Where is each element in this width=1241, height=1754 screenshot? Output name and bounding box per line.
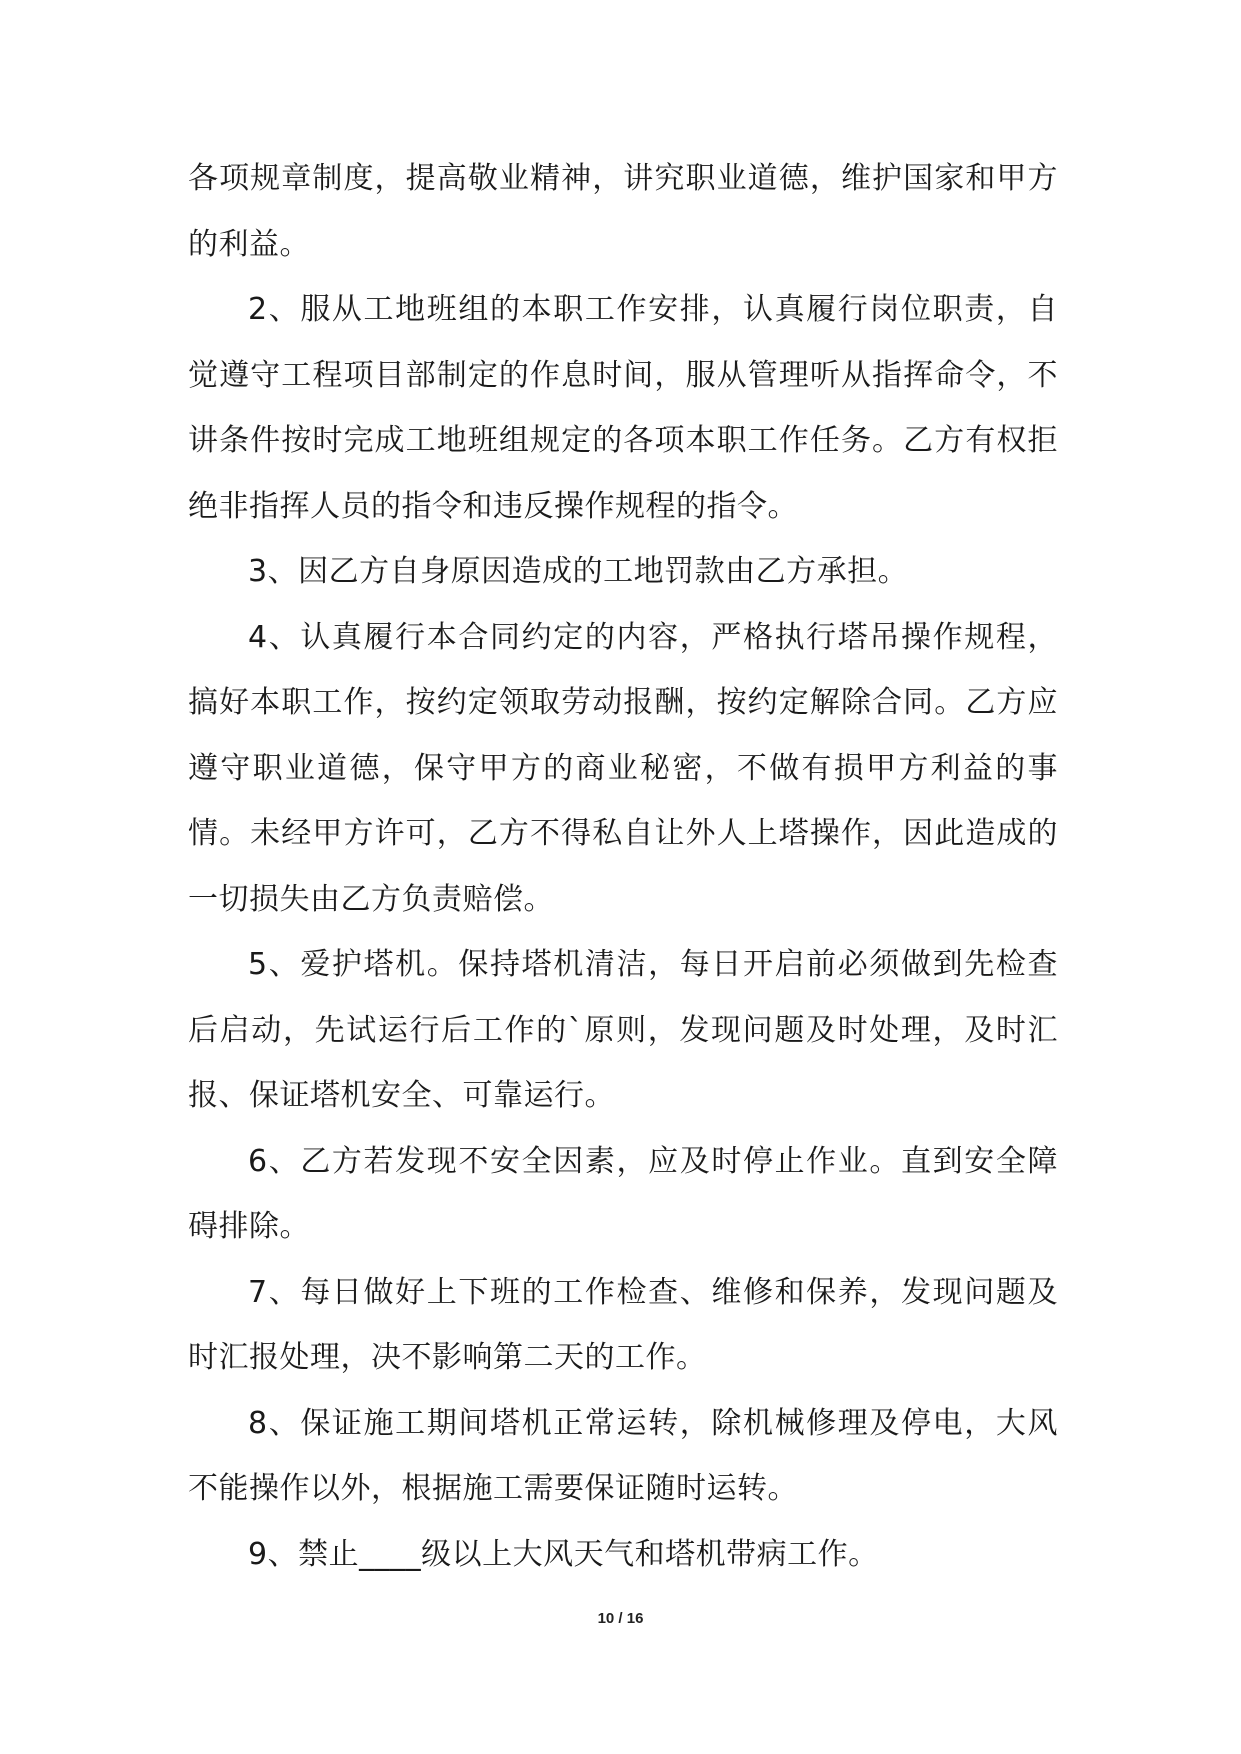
paragraph-item-3: 3、因乙方自身原因造成的工地罚款由乙方承担。 <box>248 554 909 589</box>
paragraph-item-6: 6、乙方若发现不安全因素，应及时停止作业。直到安全障碍排除。 <box>188 1143 1058 1244</box>
paragraph-item-7: 7、每日做好上下班的工作检查、维修和保养，发现问题及时汇报处理，决不影响第二天的工作。 <box>188 1274 1058 1375</box>
paragraph-item-4: 4、认真履行本合同约定的内容，严格执行塔吊操作规程，搞好本职工作，按约定领取劳动报酬，按约定解除合同。乙方应遵守职业道德，保守甲方的商业秘密，不做有损甲方利益的事情。未经甲方许可，乙方不得私自让外人上塔操作，因此造成的一切损失由乙方负责赔偿。 <box>188 619 1058 917</box>
paragraph-item-8: 8、保证施工期间塔机正常运转，除机械修理及停电，大风不能操作以外，根据施工需要保证随时运转。 <box>188 1405 1058 1506</box>
document-body <box>188 146 1058 1587</box>
paragraph-item-9: 9、禁止____级以上大风天气和塔机带病工作。 <box>248 1536 879 1572</box>
page-number: 10 / 16 <box>597 1610 644 1627</box>
paragraph-item-2: 2、服从工地班组的本职工作安排，认真履行岗位职责，自觉遵守工程项目部制定的作息时间，服从管理听从指挥命令，不讲条件按时完成工地班组规定的各项本职工作任务。乙方有权拒绝非指挥人员的指令和违反操作规程的指令。 <box>188 292 1058 524</box>
paragraph-continuation: 各项规章制度，提高敬业精神，讲究职业道德，维护国家和甲方的利益。 <box>188 161 1058 262</box>
paragraph-item-5: 5、爱护塔机。保持塔机清洁，每日开启前必须做到先检查后启动，先试运行后工作的`原则，发现问题及时处理，及时汇报、保证塔机安全、可靠运行。 <box>188 947 1058 1113</box>
